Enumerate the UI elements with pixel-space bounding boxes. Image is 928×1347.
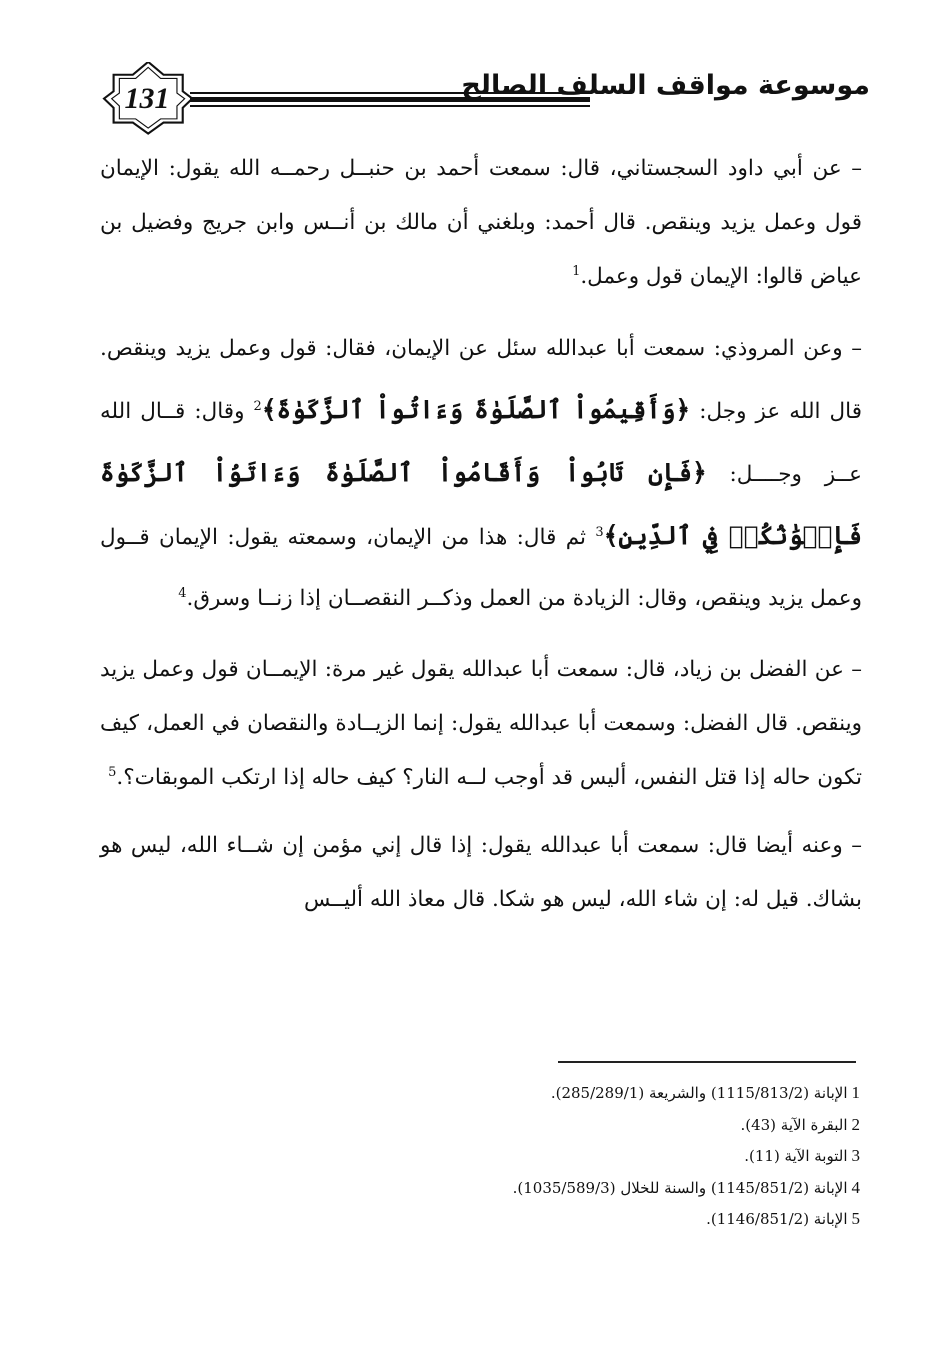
main-text [100,142,862,941]
footnote-text: البقرة الآية (43). [740,1115,848,1134]
footnote-separator [558,1061,856,1063]
footnote-number: 1 [851,1083,860,1102]
footnotes [380,1077,860,1235]
paragraph-text: – وعنه أيضا قال: سمعت أبا عبدالله يقول: إذا قال إني مؤمن إن شــاء الله، ليس هو بشاك. قيل له: إن شاء الله، ليس هو شكا. قال معاذ الله أليــس [100,833,862,912]
footnote [380,1140,860,1172]
page-header [100,62,870,142]
paragraph-text: – عن أبي داود السجستاني، قال: سمعت أحمد بن حنبــل رحمــه الله يقول: الإيمان قول وعمل يزيد وينقص. قال أحمد: وبلغني أن مالك بن أنــس وابن جريج وفضيل بن عياض قالوا: الإيمان قول وعمل. [100,156,862,289]
footnote-text: الإبانة (1145/851/2) والسنة للخلال (1035/589/3). [512,1178,848,1197]
footnote-ref: 4 [178,585,187,601]
footnote-number: 3 [851,1146,860,1165]
footnote-number: 2 [851,1114,860,1134]
paragraph-text: ثم قال: هذا من الإيمان، وسمعته يقول: الإيمان قــول وعمل يزيد وينقص، وقال: الزيادة من العمل وذكــر النقصــان إذا زنــا وسرق. [100,525,862,611]
footnote-number: 5 [851,1209,860,1228]
footnote-text: الإبانة (1146/851/2). [706,1210,848,1228]
footnote-number: 4 [851,1177,860,1197]
footnote [380,1172,860,1204]
footnote-ref: 3 [595,524,604,540]
paragraph [100,318,862,629]
footnote-text: الإبانة (1115/813/2) والشريعة (285/289/1). [550,1084,848,1102]
paragraph [100,819,862,927]
paragraph-text: وقال: قــال الله عــز وجــــل: [100,399,862,487]
book-title: موسوعة مواقف السلف الصالح [461,70,870,101]
footnote-ref: 5 [108,764,117,780]
paragraph [100,142,862,304]
footnote-ref: 1 [572,263,581,279]
quran-verse: ﴿فَإِن تَابُواْ وَأَقَامُواْ ٱلصَّلَوٰةَ وَءَاتَوُاْ ٱلزَّكَوٰةَ فَإِخۡوَٰنُكُمۡ فِي ٱلدِّينِ﴾ [100,458,862,550]
footnote [380,1203,860,1235]
paragraph [100,643,862,805]
footnote-ref: 2 [253,398,262,414]
footnote-text: التوبة الآية (11). [744,1147,848,1165]
footnote [380,1077,860,1109]
paragraph-text: – وعن المروذي: سمعت أبا عبدالله سئل عن الإيمان، فقال: قول وعمل يزيد وينقص. قال الله عز وجل: [100,336,862,424]
paragraph-text: – عن الفضل بن زياد، قال: سمعت أبا عبدالله يقول غير مرة: الإيمــان قول وعمل يزيد وينقص. قال الفضل: وسمعت أبا عبدالله يقول: إنما الزيــادة والنقصان في العمل، كيف تكون حاله إذا قتل النفس، أليس قد أوجب لــه النار؟ كيف حاله إذا ارتكب الموبقات؟. [100,657,862,790]
footnote [380,1109,860,1141]
quran-verse: ﴿وَأَقِيمُواْ ٱلصَّلَوٰةَ وَءَاتُواْ ٱلزَّكَوٰةَ﴾ [261,395,691,424]
page-number: 131 [124,82,170,115]
